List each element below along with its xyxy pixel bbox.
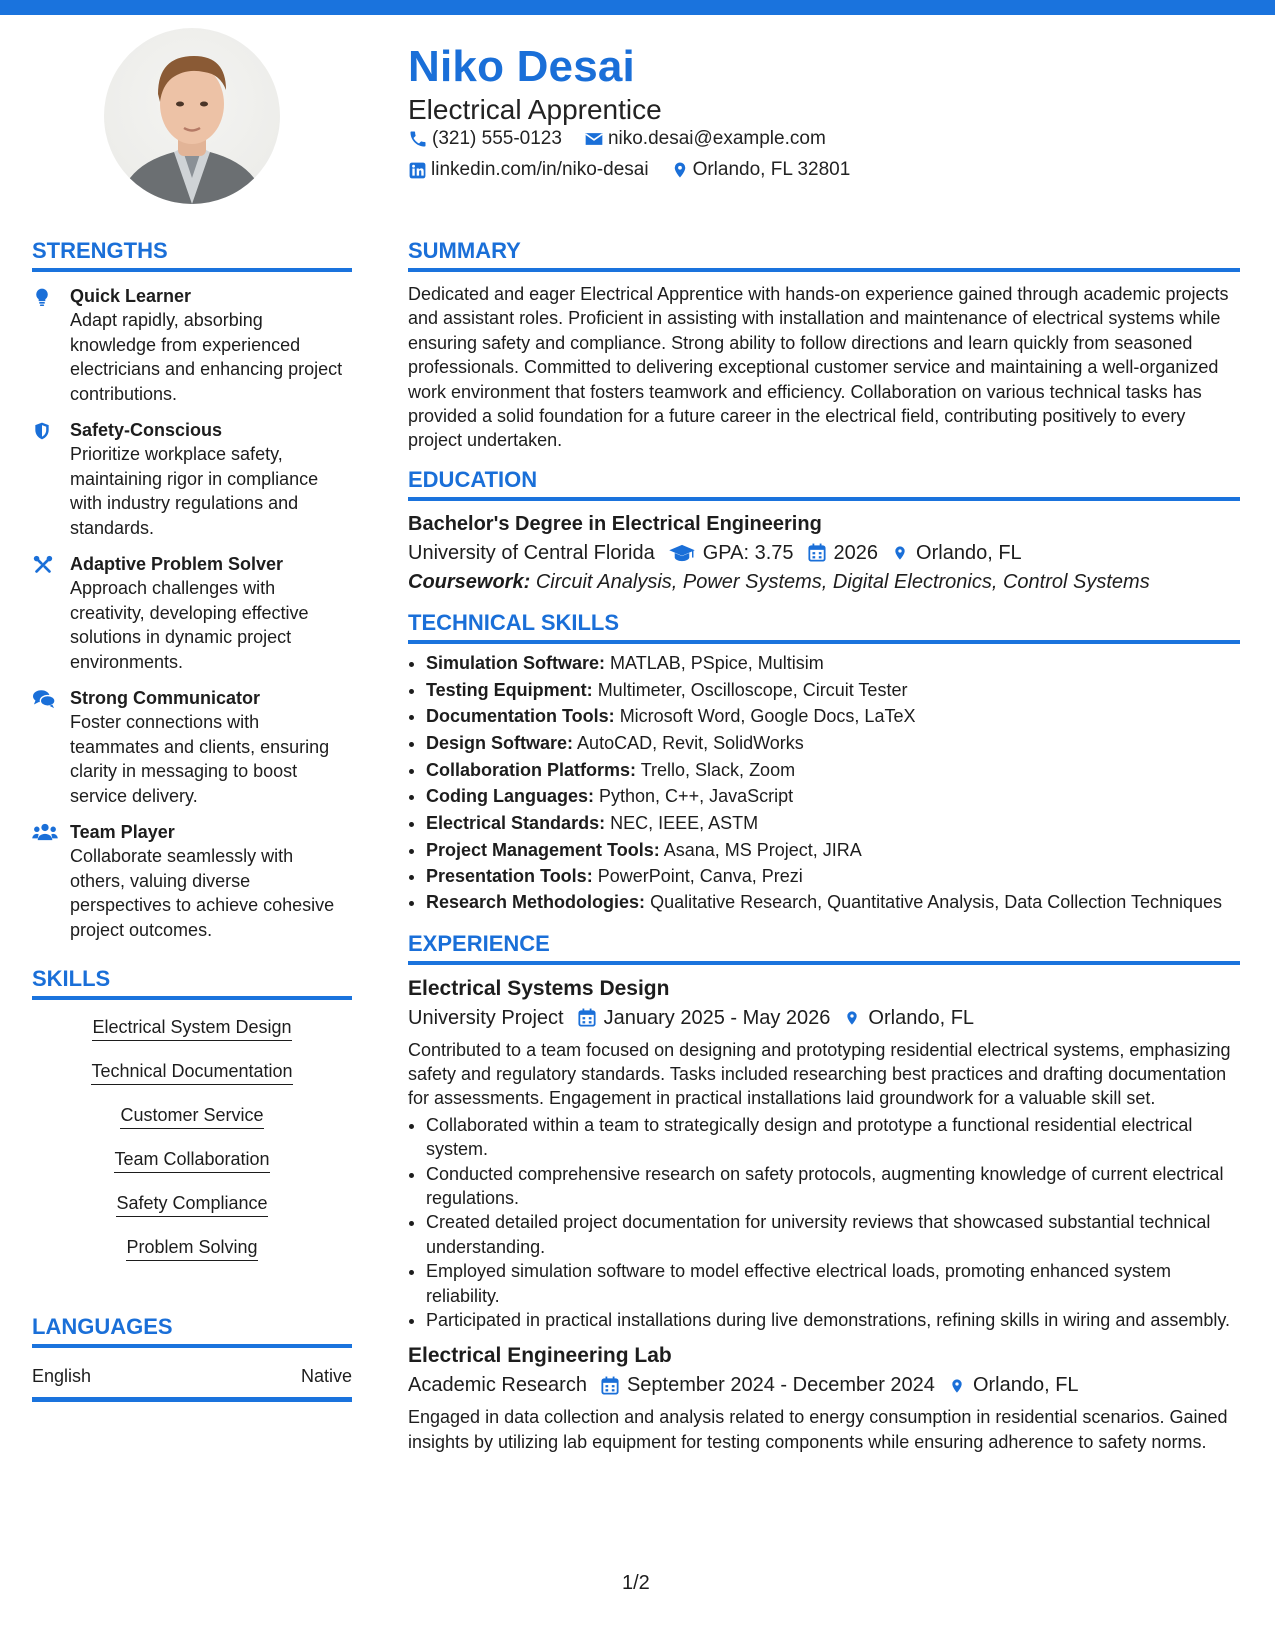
strength-item: [32, 418, 352, 540]
experience-location: Orlando, FL: [972, 1374, 1079, 1397]
coursework-text: Circuit Analysis, Power Systems, Digital Electronics, Control Systems: [535, 570, 1150, 593]
strength-title: Safety-Conscious: [70, 420, 223, 440]
experience-dates: September 2024 - December 2024: [626, 1374, 935, 1397]
list-item: [426, 703, 1240, 730]
strength-title: Quick Learner: [70, 286, 192, 306]
list-item: [426, 677, 1240, 704]
education-heading: EDUCATION: [408, 467, 1240, 501]
school-location: Orlando, FL: [916, 541, 1022, 564]
coursework-label: Coursework:: [408, 570, 531, 593]
contact-row-2: [408, 159, 872, 181]
experience-dates: January 2025 - May 2026: [603, 1006, 831, 1029]
right-column: [408, 238, 1240, 1454]
experience-location: Orlando, FL: [868, 1006, 975, 1029]
skill-tag: Problem Solving: [126, 1234, 257, 1261]
graduation-cap-icon: [669, 543, 695, 563]
summary-heading: SUMMARY: [408, 238, 1240, 272]
skill-category: Collaboration Platforms:: [426, 759, 637, 780]
skill-tag: Team Collaboration: [114, 1146, 269, 1173]
skill-values: Asana, MS Project, JIRA: [663, 839, 862, 860]
experience-org: Academic Research: [408, 1374, 587, 1397]
linkedin-icon: [408, 161, 427, 180]
skill-values: Microsoft Word, Google Docs, LaTeX: [619, 706, 916, 727]
strength-title: Strong Communicator: [70, 688, 261, 708]
skill-values: Python, C++, JavaScript: [599, 786, 794, 807]
envelope-icon: [584, 129, 604, 149]
experience-entry: [408, 1344, 1240, 1454]
skill-tag: Customer Service: [120, 1102, 263, 1129]
strength-desc: Collaborate seamlessly with others, valuing diverse perspectives to achieve cohesive project outcomes.: [70, 846, 335, 940]
profile-photo: [104, 28, 280, 204]
experience-meta: [408, 1374, 1240, 1397]
skill-category: Testing Equipment:: [426, 679, 593, 700]
strengths-heading: STRENGTHS: [32, 238, 352, 272]
strength-desc: Approach challenges with creativity, developing effective solutions in dynamic project environments.: [70, 578, 309, 672]
lightbulb-icon: [32, 286, 52, 308]
list-item: [426, 730, 1240, 757]
technical-skills-heading: TECHNICAL SKILLS: [408, 610, 1240, 644]
map-pin-icon: [671, 160, 689, 180]
linkedin-contact[interactable]: [408, 159, 649, 181]
experience-heading: EXPERIENCE: [408, 931, 1240, 965]
skills-heading: SKILLS: [32, 966, 352, 1000]
language-name: English: [32, 1366, 92, 1386]
strength-title: Adaptive Problem Solver: [70, 554, 284, 574]
calendar-icon: [578, 1008, 596, 1028]
job-title: Electrical Apprentice: [408, 94, 662, 125]
strength-desc: Foster connections with teammates and clients, ensuring clarity in messaging to boost service delivery.: [70, 712, 330, 806]
location-text: Orlando, FL 32801: [692, 159, 851, 180]
skill-category: Simulation Software:: [426, 652, 606, 673]
skill-values: Qualitative Research, Quantitative Analysis, Data Collection Techniques: [650, 892, 1223, 913]
experience-entry: [408, 977, 1240, 1333]
calendar-icon: [808, 543, 826, 563]
strength-title: Team Player: [70, 822, 175, 842]
list-item: [426, 863, 1240, 890]
tools-icon: [32, 554, 54, 576]
skill-category: Research Methodologies:: [426, 892, 646, 913]
top-accent-bar: [0, 0, 1275, 15]
experience-meta: [408, 1007, 1240, 1030]
calendar-icon: [601, 1376, 619, 1396]
list-item: • Participated in practical installations during live demonstrations, refining skills in wiring and assembly.: [426, 1308, 1240, 1332]
left-column: [32, 238, 352, 1402]
skill-category: Design Software:: [426, 732, 574, 753]
comments-icon: [32, 688, 56, 710]
experience-org: University Project: [408, 1006, 564, 1029]
languages-heading: LANGUAGES: [32, 1314, 352, 1348]
page-number: 1/2: [622, 1572, 650, 1594]
strength-item: [32, 686, 352, 808]
strength-item: [32, 284, 352, 406]
strength-desc: Adapt rapidly, absorbing knowledge from experienced electricians and enhancing project contributions.: [70, 310, 343, 404]
graduation-year: 2026: [833, 541, 879, 564]
language-level: Native: [300, 1366, 352, 1386]
list-item: • Conducted comprehensive research on safety protocols, augmenting knowledge of current electrical regulations.: [426, 1162, 1240, 1211]
map-pin-icon: [949, 1376, 965, 1396]
skill-tag: Technical Documentation: [91, 1058, 292, 1085]
email-contact[interactable]: [584, 128, 826, 150]
technical-skills-list: [408, 650, 1240, 915]
education-meta: [408, 542, 1240, 565]
list-item: [426, 890, 1240, 914]
list-item: • Employed simulation software to model effective electrical loads, promoting enhanced system reliability.: [426, 1259, 1240, 1308]
list-item: • Created detailed project documentation for university reviews that showcased substantial technical understanding.: [426, 1210, 1240, 1259]
school-name: University of Central Florida: [408, 541, 655, 564]
phone-text: (321) 555-0123: [432, 128, 562, 149]
skill-values: Multimeter, Oscilloscope, Circuit Tester: [597, 679, 908, 700]
location-contact: [671, 159, 851, 181]
list-item: • Collaborated within a team to strategically design and prototype a functional residential electrical system.: [426, 1113, 1240, 1162]
degree-title: Bachelor's Degree in Electrical Engineering: [408, 512, 822, 535]
map-pin-icon: [892, 543, 908, 563]
skill-values: MATLAB, PSpice, Multisim: [610, 652, 824, 673]
list-item: [426, 837, 1240, 864]
strength-item: [32, 552, 352, 674]
skill-category: Presentation Tools:: [426, 866, 593, 887]
experience-bullets: [408, 1113, 1240, 1333]
skill-values: AutoCAD, Revit, SolidWorks: [577, 732, 804, 753]
skill-category: Project Management Tools:: [426, 839, 660, 860]
skill-category: Coding Languages:: [426, 786, 594, 807]
skill-values: Trello, Slack, Zoom: [640, 759, 796, 780]
gpa-text: GPA: 3.75: [702, 541, 794, 564]
coursework: [408, 571, 1240, 594]
list-item: [426, 650, 1240, 677]
phone-contact[interactable]: [408, 128, 562, 150]
skill-tag: Safety Compliance: [116, 1190, 267, 1217]
strength-item: [32, 820, 352, 942]
strength-desc: Prioritize workplace safety, maintaining rigor in compliance with industry regulations and standards.: [70, 444, 319, 538]
skill-values: PowerPoint, Canva, Prezi: [597, 866, 803, 887]
map-pin-icon: [844, 1008, 860, 1028]
language-row: [32, 1348, 352, 1402]
experience-title: Electrical Systems Design: [408, 976, 670, 1000]
list-item: [426, 810, 1240, 837]
candidate-name: Niko Desai: [408, 42, 635, 91]
email-text: niko.desai@example.com: [607, 128, 826, 149]
list-item: [426, 757, 1240, 784]
list-item: [426, 783, 1240, 810]
skill-category: Documentation Tools:: [426, 706, 615, 727]
skills-list: [32, 1014, 352, 1278]
skill-values: NEC, IEEE, ASTM: [610, 813, 759, 834]
linkedin-text: linkedin.com/in/niko-desai: [431, 159, 649, 180]
experience-title: Electrical Engineering Lab: [408, 1344, 672, 1368]
skill-tag: Electrical System Design: [92, 1014, 291, 1041]
contact-row-1: [408, 128, 848, 150]
summary-text: Dedicated and eager Electrical Apprentice with hands-on experience gained through academic projects and assistant roles. Proficient in assisting with installation and maintenance of electrical systems while ensuring safety and compliance. Strong ability to follow directions and learn quickly from seasoned professionals. Committed to delivering exceptional customer service and maintaining a well-organized work environment that fosters teamwork and efficiency. Collaboration on various technical tasks has provided a solid foundation for a future career in the electrical field, contributing positively to every project undertaken.: [408, 284, 1229, 451]
skill-category: Electrical Standards:: [426, 813, 606, 834]
experience-description: Contributed to a team focused on designing and prototyping residential electrical systems, emphasizing safety and regulatory standards. Tasks included researching best practices and drafting documentation for assessments. Engagement in practical installations laid groundwork for a valuable skill set.: [408, 1039, 1231, 1109]
shield-icon: [32, 420, 52, 442]
phone-icon: [408, 129, 428, 149]
experience-description: Engaged in data collection and analysis related to energy consumption in residential scenarios. Gained insights by utilizing lab equipment for testing components while ensuring adherence to safety norms.: [408, 1407, 1228, 1452]
users-icon: [32, 822, 58, 842]
avatar: [104, 28, 280, 204]
